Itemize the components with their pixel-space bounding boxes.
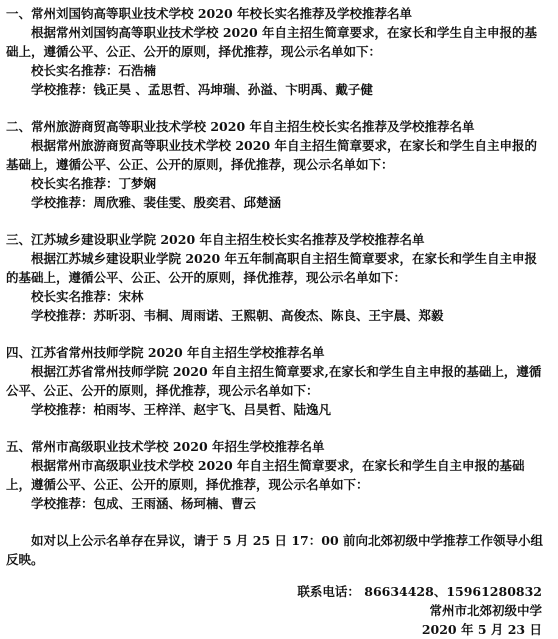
signature-block	[6, 582, 544, 639]
contact-phone: 联系电话： 86634428、15961280832	[297, 583, 542, 599]
section-paragraph: 根据常州刘国钧高等职业技术学校 2020 年自主招生简章要求，在家长和学生自主申报的基础上，遵循公平、公正、公开的原则，择优推荐，现公示名单如下：	[6, 25, 537, 59]
section-5	[6, 437, 544, 513]
school-recommendation: 学校推荐：钱正昊 、孟思哲、冯坤瑞、孙溢、卞明禹、戴子健	[31, 82, 373, 97]
section-title: 一、常州刘国钧高等职业技术学校 2020 年校长实名推荐及学校推荐名单	[6, 6, 412, 21]
publish-date: 2020 年 5 月 23 日	[421, 621, 542, 637]
section-3	[6, 230, 544, 325]
section-paragraph: 根据江苏省常州技师学院 2020 年自主招生简章要求,在家长和学生自主申报的基础上，遵循公平、公正、公开的原则，择优推荐，现公示名单如下：	[6, 364, 542, 398]
section-paragraph: 根据江苏城乡建设职业学院 2020 年五年制高职自主招生简章要求，在家长和学生自主申报的基础上，遵循公平、公正、公开的原则，择优推荐，现公示名单如下：	[6, 251, 537, 285]
school-recommendation: 学校推荐：柏雨岑、王梓洋、赵宇飞、吕昊哲、陆逸凡	[31, 402, 332, 417]
section-paragraph: 根据常州市高级职业技术学校 2020 年自主招生简章要求，在家长和学生自主申报的基础上，遵循公平、公正、公开的原则，择优推荐，现公示名单如下：	[6, 458, 525, 492]
school-name: 常州市北郊初级中学	[429, 602, 542, 618]
school-recommendation: 学校推荐：包成、王雨涵、杨珂楠、曹云	[31, 496, 257, 511]
principal-recommendation: 校长实名推荐：宋林	[31, 289, 144, 304]
section-title: 四、江苏省常州技师学院 2020 年自主招生学校推荐名单	[6, 345, 325, 360]
section-2	[6, 117, 544, 212]
objection-notice: 如对以上公示名单存在异议，请于 5 月 25 日 17：00 前向北郊初级中学推荐工作领导小组反映。	[6, 533, 543, 567]
section-title: 三、江苏城乡建设职业学院 2020 年自主招生校长实名推荐及学校推荐名单	[6, 232, 425, 247]
section-4	[6, 343, 544, 419]
section-paragraph: 根据常州旅游商贸高等职业技术学校 2020 年自主招生简章要求，在家长和学生自主申报的基础上，遵循公平、公正、公开的原则，择优推荐，现公示名单如下：	[6, 138, 537, 172]
section-1	[6, 4, 544, 99]
school-recommendation: 学校推荐：周欣雅、裴佳雯、殷奕君、邱楚涵	[31, 195, 282, 210]
section-title: 二、常州旅游商贸高等职业技术学校 2020 年自主招生校长实名推荐及学校推荐名单	[6, 119, 475, 134]
principal-recommendation: 校长实名推荐：丁梦娴	[31, 176, 157, 191]
school-recommendation: 学校推荐：苏昕羽、韦桐、周雨诺、王熙朝、高俊杰、陈良、王宇晨、郑毅	[31, 308, 444, 323]
section-title: 五、常州市高级职业技术学校 2020 年招生学校推荐名单	[6, 439, 325, 454]
principal-recommendation: 校长实名推荐：石浩楠	[31, 63, 157, 78]
